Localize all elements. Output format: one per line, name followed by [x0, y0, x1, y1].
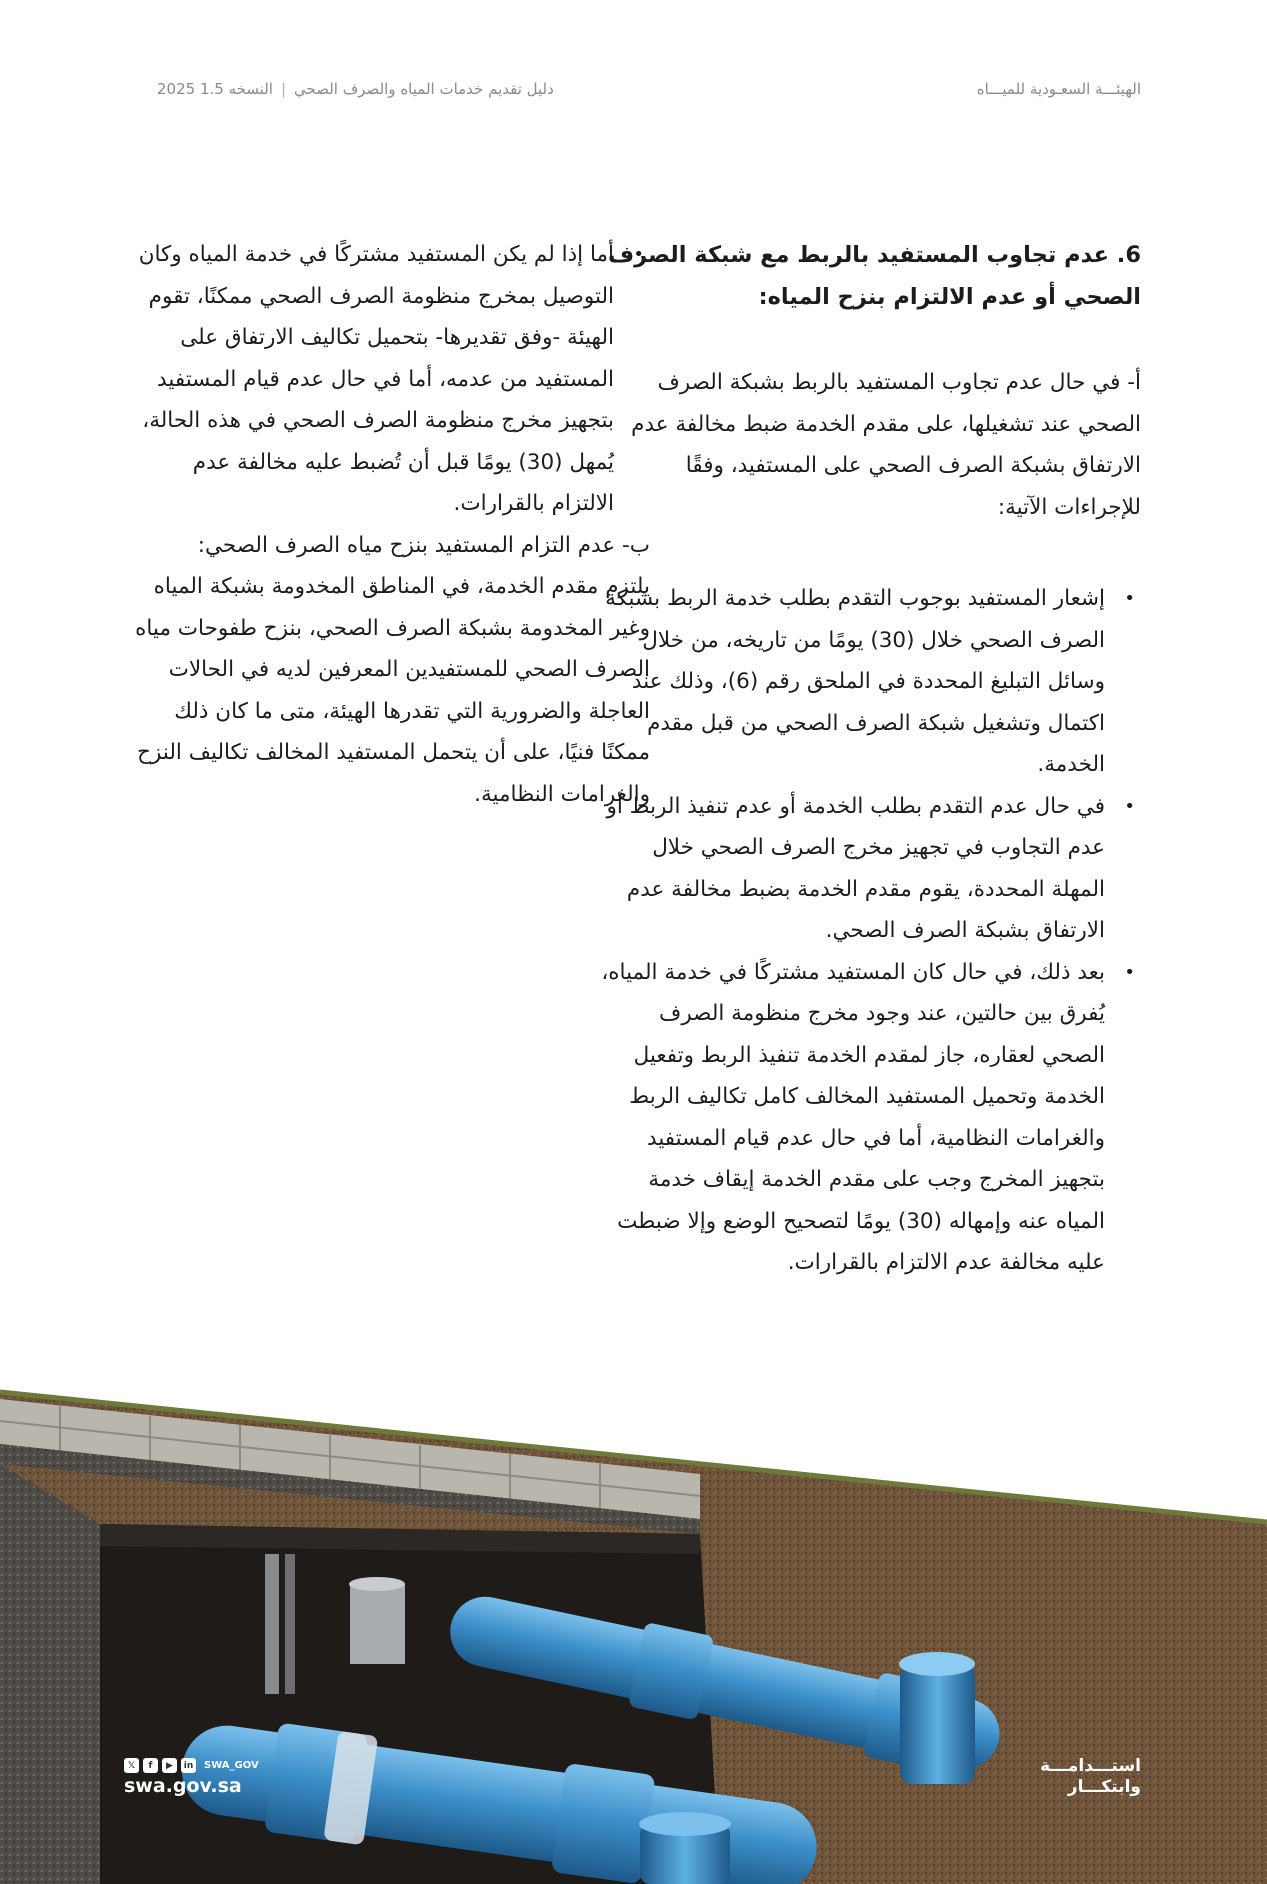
- section-heading: 6. عدم تجاوب المستفيد بالربط مع شبكة الصرف الصحي أو عدم الالتزام بنزح المياه:: [608, 242, 1141, 310]
- procedures-list: [601, 578, 1141, 1284]
- slogan-line-2: وابتكـــار: [1067, 1777, 1141, 1797]
- sub-heading-b: ب- عدم التزام المستفيد بنزح مياه الصرف الصحي:: [197, 532, 650, 558]
- x-icon[interactable]: 𝕏: [124, 1758, 139, 1773]
- footer-contact: [124, 1758, 259, 1797]
- list-item: • أما إذا لم يكن المستفيد مشتركًا في خدمة المياه وكان التوصيل بمخرج منظومة الصرف الصحي ممكنًا، تقوم الهيئة -وفق تقديرها- بتحميل تكاليف الارتفاق على المستفيد من عدمه، أما في حال عدم قيام المستفيد بتجهيز مخرج منظومة الصرف الصحي في هذه الحالة، يُمهل (30) يومًا قبل أن تُضبط عليه مخالفة عدم الالتزام بالقرارات.: [130, 234, 650, 525]
- organization-name: الهيئـــة السعـودية للميـــاه: [976, 80, 1141, 98]
- continued-list: [130, 234, 650, 525]
- list-item: • في حال عدم التقدم بطلب الخدمة أو عدم تنفيذ الربط أو عدم التجاوب في تجهيز مخرج الصرف الصحي خلال المهلة المحددة، يقوم مقدم الخدمة بضبط مخالفة عدم الارتفاق بشبكة الصرف الصحي.: [601, 786, 1141, 952]
- right-column: [601, 234, 1141, 1284]
- slogan: [1040, 1756, 1141, 1798]
- header-separator: |: [280, 80, 287, 98]
- social-links: [124, 1758, 259, 1773]
- list-item: • إشعار المستفيد بوجوب التقدم بطلب خدمة الربط بشبكة الصرف الصحي خلال (30) يومًا من تاريخه، من خلال وسائل التبليغ المحددة في الملحق رقم (6)، وذلك عند اكتمال وتشغيل شبكة الصرف الصحي من قبل مقدم الخدمة.: [601, 578, 1141, 786]
- youtube-icon[interactable]: ▶: [162, 1758, 177, 1773]
- facebook-icon[interactable]: f: [143, 1758, 158, 1773]
- linkedin-icon[interactable]: in: [181, 1758, 196, 1773]
- page-header: [157, 76, 1141, 104]
- paragraph-a: أ- في حال عدم تجاوب المستفيد بالربط بشبكة الصرف الصحي عند تشغيلها، على مقدم الخدمة ضبط مخالفة عدم الارتفاق بشبكة الصرف الصحي على المستفيد، وفقًا للإجراءات الآتية:: [631, 370, 1141, 520]
- document-version: النسخه 1.5 2025: [157, 80, 273, 98]
- document-info: [157, 80, 554, 98]
- left-column: [130, 234, 650, 815]
- document-title: دليل تقديم خدمات المياه والصرف الصحي: [294, 80, 554, 98]
- website-link[interactable]: swa.gov.sa: [124, 1775, 242, 1797]
- paragraph-b: يلتزم مقدم الخدمة، في المناطق المخدومة بشبكة المياه وغير المخدومة بشبكة الصرف الصحي، بنزح طفوحات مياه الصرف الصحي للمستفيدين المعرفين لديه في الحالات العاجلة والضرورية التي تقدرها الهيئة، متى ما كان ذلك ممكنًا فنيًا، على أن يتحمل المستفيد المخالف تكاليف النزح والغرامات النظامية.: [135, 574, 650, 807]
- slogan-line-1: استـــدامـــة: [1040, 1756, 1141, 1776]
- list-item: • بعد ذلك، في حال كان المستفيد مشتركًا في خدمة المياه، يُفرق بين حالتين، عند وجود مخرج منظومة الصرف الصحي لعقاره، جاز لمقدم الخدمة تنفيذ الربط وتفعيل الخدمة وتحميل المستفيد المخالف كامل تكاليف الربط والغرامات النظامية، أما في حال عدم قيام المستفيد بتجهيز المخرج وجب على مقدم الخدمة إيقاف خدمة المياه عنه وإمهاله (30) يومًا لتصحيح الوضع وإلا ضبطت عليه مخالفة عدم الالتزام بالقرارات.: [601, 952, 1141, 1284]
- social-handle: SWA_GOV: [204, 1760, 259, 1771]
